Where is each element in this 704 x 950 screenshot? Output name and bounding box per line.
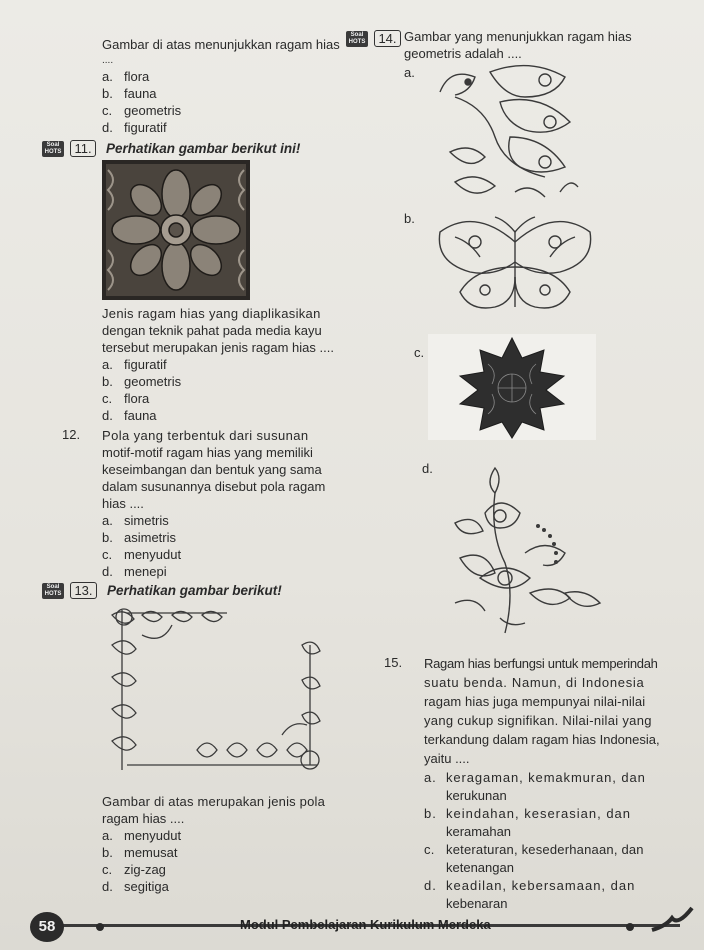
hots-badge: Soal HOTS bbox=[346, 31, 368, 47]
q12-stem-line-2: motif-motif ragam hias yang memiliki bbox=[102, 445, 313, 460]
q10-option-b[interactable]: b. fauna bbox=[102, 86, 157, 101]
q15-stem-line-6: yaitu .... bbox=[424, 751, 470, 766]
butterfly-ornament-image bbox=[430, 212, 600, 324]
q11-stem-line-1: Jenis ragam hias yang diaplikasikan bbox=[102, 306, 321, 321]
q11-option-a[interactable]: a. figuratif bbox=[102, 357, 167, 372]
q15-stem-line-5: terkandung dalam ragam hias Indonesia, bbox=[424, 732, 660, 747]
q14-option-a-label[interactable]: a. bbox=[404, 65, 415, 80]
q15-stem-line-2: suatu benda. Namun, di Indonesia bbox=[424, 675, 645, 690]
q12-stem-line-5: hias .... bbox=[102, 496, 144, 511]
q12-stem-line-3: keseimbangan dan bentuk yang sama bbox=[102, 462, 322, 477]
q12-stem-line-4: dalam susunannya disebut pola ragam bbox=[102, 479, 326, 494]
q15-option-d-line2: kebenaran bbox=[446, 896, 508, 911]
q13-number: 13. bbox=[70, 582, 96, 599]
q15-option-c[interactable]: c. keteraturan, kesederhanaan, dan bbox=[424, 842, 644, 857]
q10-stem: Gambar di atas menunjukkan ragam hias bbox=[102, 37, 340, 52]
q11-stem-line-3: tersebut merupakan jenis ragam hias .... bbox=[102, 340, 334, 355]
q15-option-b-line2: keramahan bbox=[446, 824, 512, 839]
q13-stem-line-2: ragam hias .... bbox=[102, 811, 185, 826]
q14-stem-line-1: Gambar yang menunjukkan ragam hias bbox=[404, 29, 632, 44]
q13-stem-line-1: Gambar di atas merupakan jenis pola bbox=[102, 794, 326, 809]
q10-option-a[interactable]: a. flora bbox=[102, 69, 150, 84]
q12-stem-line-1: Pola yang terbentuk dari susunan bbox=[102, 428, 309, 443]
page-number-badge: 58 bbox=[30, 912, 64, 942]
carved-wood-relief-image bbox=[102, 160, 250, 300]
q11-option-b[interactable]: b. geometris bbox=[102, 374, 182, 389]
q12-number: 12. bbox=[62, 427, 81, 442]
q14-stem-line-2: geometris adalah .... bbox=[404, 46, 522, 61]
q15-option-a-line2: kerukunan bbox=[446, 788, 507, 803]
q12-option-b[interactable]: b. asimetris bbox=[102, 530, 177, 545]
q11-option-c[interactable]: c. flora bbox=[102, 391, 150, 406]
q14-header bbox=[346, 30, 401, 48]
q11-option-d[interactable]: d. fauna bbox=[102, 408, 157, 423]
q12-option-d[interactable]: d. menepi bbox=[102, 564, 167, 579]
q15-option-c-line2: ketenangan bbox=[446, 860, 514, 875]
q14-number: 14. bbox=[374, 30, 400, 47]
q11-stem-line-2: dengan teknik pahat pada media kayu bbox=[102, 323, 322, 338]
q15-option-d[interactable]: d. keadilan, kebersamaan, dan bbox=[424, 878, 636, 893]
q13-option-c[interactable]: c. zig-zag bbox=[102, 862, 166, 877]
q11-number: 11. bbox=[70, 140, 95, 157]
q15-stem-line-4: yang cukup signifikan. Nilai-nilai yang bbox=[424, 713, 652, 728]
q12-option-a[interactable]: a. simetris bbox=[102, 513, 169, 528]
q10-option-c[interactable]: c. geometris bbox=[102, 103, 182, 118]
q12-option-c[interactable]: c. menyudut bbox=[102, 547, 182, 562]
q15-option-b[interactable]: b. keindahan, keserasian, dan bbox=[424, 806, 632, 821]
q10-stem-ellipsis: .... bbox=[102, 55, 114, 66]
q13-option-d[interactable]: d. segitiga bbox=[102, 879, 169, 894]
q11-heading: Perhatikan gambar berikut ini! bbox=[106, 141, 301, 156]
q14-option-d-label[interactable]: d. bbox=[422, 461, 433, 476]
q11-header bbox=[42, 140, 300, 158]
hots-badge: Soal HOTS bbox=[42, 141, 64, 157]
q14-option-c-label[interactable]: c. bbox=[414, 345, 425, 360]
q15-stem-line-1: Ragam hias berfungsi untuk memperindah bbox=[424, 656, 658, 671]
q10-option-d[interactable]: d. figuratif bbox=[102, 120, 167, 135]
q15-number: 15. bbox=[384, 655, 403, 670]
footer-swoosh-icon bbox=[650, 906, 694, 934]
footer-dot-icon bbox=[96, 923, 104, 931]
peacock-ornament-image bbox=[420, 52, 580, 207]
corner-ornament-image bbox=[102, 605, 332, 780]
q13-header bbox=[42, 582, 282, 600]
footer-dot-icon bbox=[626, 923, 634, 931]
hots-badge: Soal HOTS bbox=[42, 583, 64, 599]
q14-option-b-label[interactable]: b. bbox=[404, 211, 415, 226]
q15-option-a[interactable]: a. keragaman, kemakmuran, dan bbox=[424, 770, 646, 785]
q13-heading: Perhatikan gambar berikut! bbox=[106, 583, 282, 598]
q13-option-b[interactable]: b. memusat bbox=[102, 845, 178, 860]
q15-stem-line-3: ragam hias juga mempunyai nilai-nilai bbox=[424, 694, 646, 709]
q13-option-a[interactable]: a. menyudut bbox=[102, 828, 182, 843]
footer-title: Modul Pembelajaran Kurikulum Merdeka bbox=[240, 917, 491, 932]
geometric-star-ornament-image bbox=[428, 334, 596, 440]
floral-ornament-image bbox=[440, 458, 610, 638]
